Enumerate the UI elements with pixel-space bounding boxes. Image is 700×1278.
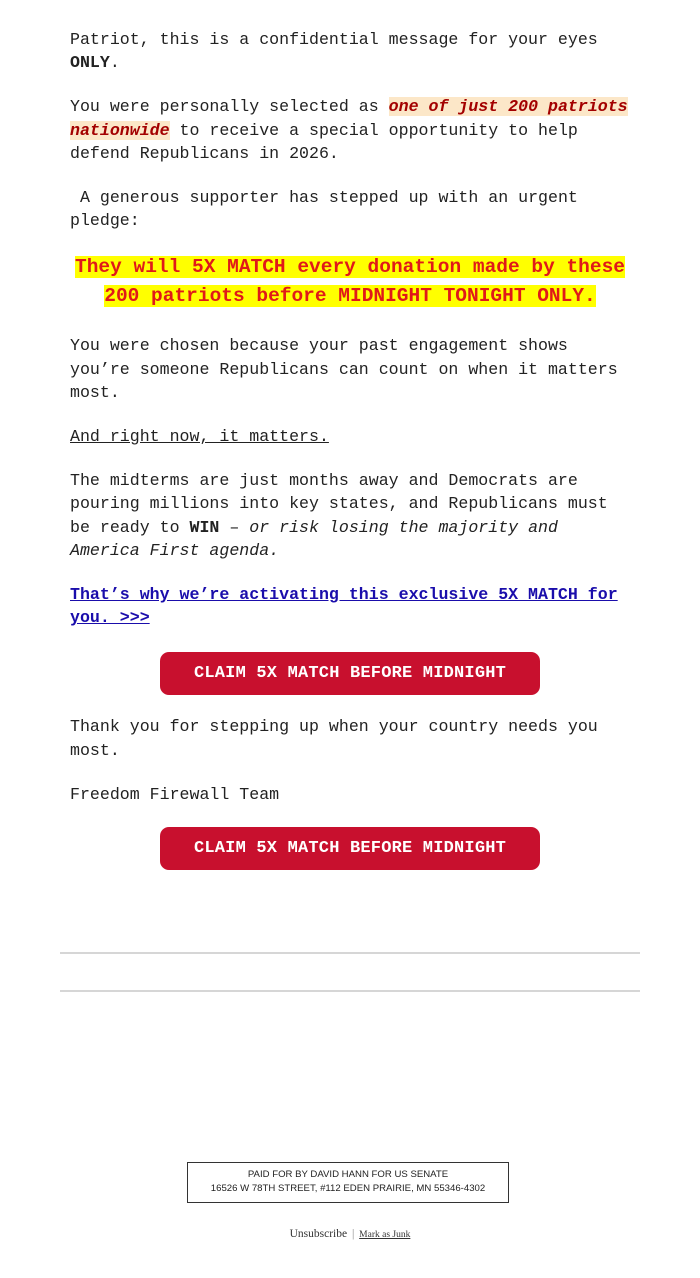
paid-for-address: 16526 W 78TH STREET, #112 EDEN PRAIRIE, MN 55346-4302 [210,1183,486,1194]
mark-as-junk-link[interactable]: Mark as Junk [359,1230,411,1240]
match-headline [70,253,630,311]
supporter-paragraph: A generous supporter has stepped up with an urgent pledge: [70,188,588,231]
selection-text-after: to receive a special opportunity to help defend Republicans in 2026. [70,120,578,163]
match-link-paragraph [70,583,630,629]
footer-links [0,1228,700,1240]
paid-for-line: PAID FOR BY DAVID HANN FOR US SENATE [247,1169,449,1180]
selection-paragraph [70,95,630,165]
midterms-text: The midterms are just months away and Democrats are pouring millions into key states, and Republicans must be ready to [70,471,608,537]
signature: Freedom Firewall Team [70,784,280,804]
match-link[interactable]: That’s why we’re activating this exclusive 5X MATCH for you. >>> [70,585,618,628]
selection-text-before: You were personally selected as [70,97,389,117]
intro-text: Patriot, this is a confidential message for your eyes [70,30,598,49]
chosen-paragraph: You were chosen because your past engagement shows you’re someone Republicans can count on when it matters most. [70,336,618,402]
divider-top [60,952,640,954]
matters-paragraph [70,425,630,448]
cta-wrapper-1 [70,652,630,695]
midterms-paragraph [70,469,630,562]
matters-underlined-text: And right now, it matters. [70,427,329,447]
intro-period: . [109,53,120,73]
match-headline-text: They will 5X MATCH every donation made by these 200 patriots before MIDNIGHT TONIGHT ONLY. [75,256,625,308]
unsubscribe-link[interactable]: Unsubscribe [289,1228,348,1240]
intro-paragraph [70,28,630,74]
email-body [70,28,630,890]
midterms-italic: or risk losing the majority and America First agenda. [70,517,558,560]
paid-for-disclaimer [187,1162,509,1203]
divider-bottom [60,990,640,992]
midterms-win-bold: WIN [189,517,220,537]
intro-bold-only: ONLY [70,53,110,73]
footer-separator: | [351,1228,355,1240]
thanks-paragraph: Thank you for stepping up when your country needs you most. [70,717,598,760]
cta-wrapper-2 [70,827,630,870]
claim-match-button-secondary[interactable]: CLAIM 5X MATCH BEFORE MIDNIGHT [160,827,540,870]
claim-match-button[interactable]: CLAIM 5X MATCH BEFORE MIDNIGHT [160,652,540,695]
selection-highlight: one of just 200 patriots nationwide [70,97,628,140]
midterms-dash: – [219,517,250,537]
